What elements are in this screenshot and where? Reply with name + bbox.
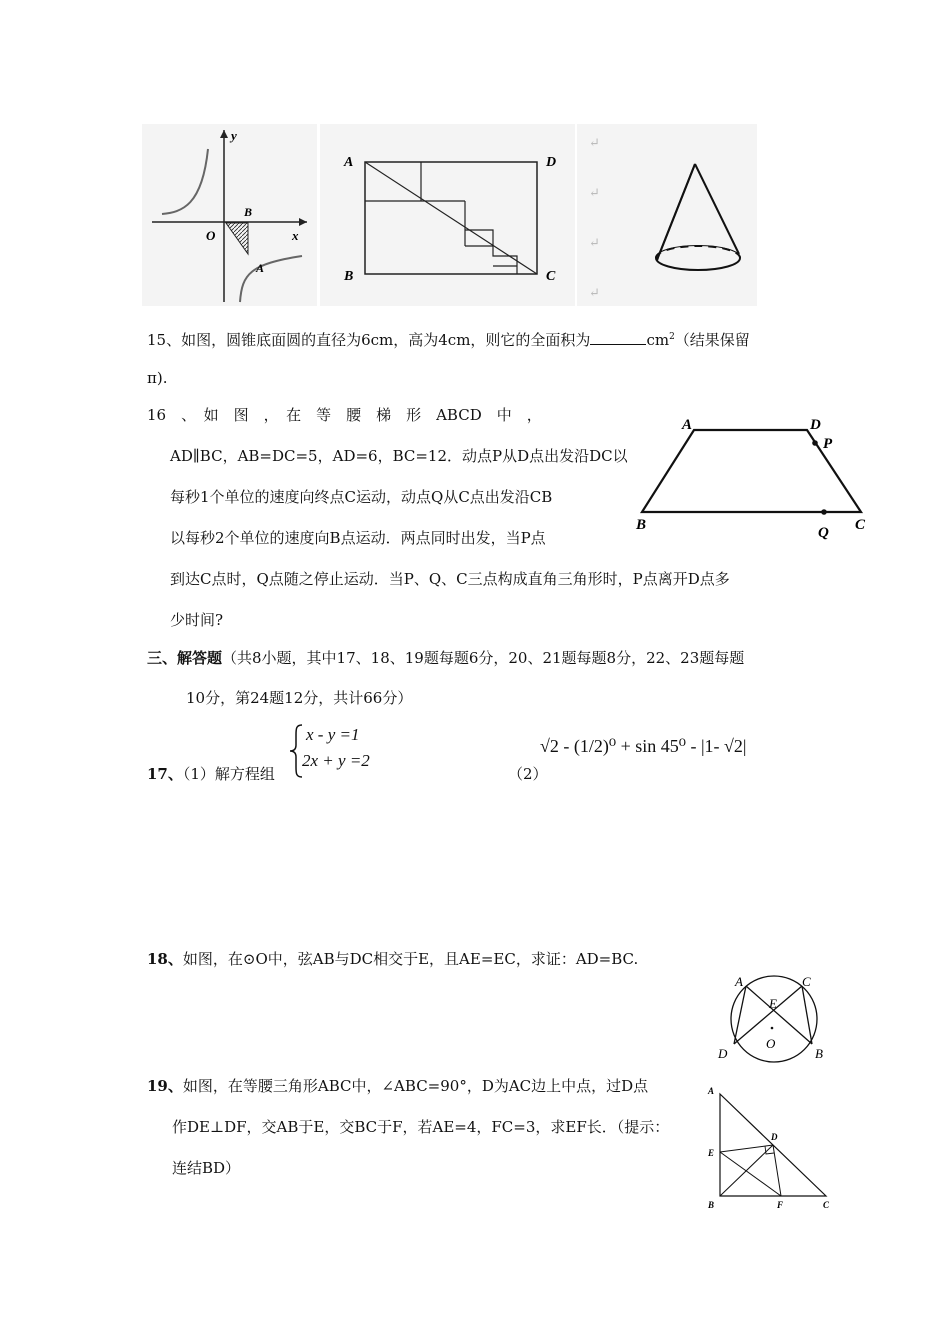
tri-label-e: E: [708, 1148, 715, 1158]
circle-label-b: B: [815, 1046, 823, 1061]
equation-2: 2x + y =2: [302, 751, 370, 770]
q16-line5: 到达C点时，Q点随之停止运动．当P、Q、C三点构成直角三角形时，P点离开D点多: [170, 570, 730, 588]
circle-label-e: E: [769, 996, 777, 1011]
circle-chords-figure: [715, 970, 840, 1065]
graph-label-x: x: [292, 228, 299, 243]
q16-line4: 以每秒2个单位的速度向B点运动．两点同时出发，当P点: [170, 529, 546, 547]
circle-label-o: O: [766, 1036, 776, 1051]
circle-label-c: C: [802, 974, 811, 989]
staircase-rectangle-figure: [320, 124, 575, 306]
circle-label-a: A: [735, 974, 743, 989]
trapezoid-figure: [630, 412, 875, 547]
section-3-desc: （共8小题，其中17、18、19题每题6分，20、21题每题8分，22、23题每题: [222, 649, 745, 667]
graph-label-a: A: [256, 261, 265, 275]
q19-line2: 作DE⊥DF，交AB于E，交BC于F，若AE=4，FC=3，求EF长．（提示：: [172, 1118, 670, 1136]
trap-label-b: B: [636, 517, 647, 533]
tri-label-d: D: [771, 1132, 778, 1142]
equation-system: [288, 723, 398, 779]
q15-text-after: （结果保留: [674, 331, 750, 349]
trap-label-q: Q: [818, 525, 829, 541]
graph-label-b: B: [244, 205, 253, 219]
paragraph-mark: ↵: [589, 286, 600, 301]
q17-part2: （2）: [508, 765, 548, 783]
hyperbola-figure: [142, 124, 317, 306]
section-3-desc2: 10分，第24题12分，共计66分）: [186, 689, 413, 707]
trap-label-a: A: [682, 417, 693, 433]
q19-line3: 连结BD）: [172, 1159, 241, 1177]
rect-label-d: D: [546, 155, 557, 170]
trap-label-p: P: [823, 436, 833, 452]
q15-text: 15、如图，圆锥底面圆的直径为6cm，高为4cm，则它的全面积为: [147, 331, 591, 349]
question-17: [147, 764, 275, 784]
trap-label-d: D: [810, 417, 821, 433]
q18-text: 如图，在⊙O中，弦AB与DC相交于E，且AE=EC，求证：AD=BC.: [182, 950, 639, 968]
circle-label-d: D: [718, 1046, 728, 1061]
q15-line2: π).: [147, 369, 168, 387]
tri-label-b: B: [708, 1200, 715, 1210]
question-15: [147, 327, 750, 350]
rect-label-a: A: [344, 155, 354, 170]
section-3-title: 三、解答题: [147, 649, 223, 667]
paragraph-mark: ↵: [589, 236, 600, 251]
q17-number: 17、: [147, 765, 183, 783]
cone-figure: [577, 124, 757, 306]
q16-line2: AD∥BC，AB=DC=5，AD=6，BC=12．动点P从D点出发沿DC以: [170, 447, 628, 465]
tri-label-a: A: [708, 1086, 715, 1096]
q15-unit: cm: [646, 331, 670, 349]
tri-label-f: F: [777, 1200, 784, 1210]
q18-number: 18、: [147, 950, 183, 968]
q16-line1: 16 、 如 图 ， 在 等 腰 梯 形 ABCD 中 ，: [147, 406, 542, 424]
q19-line1: 如图，在等腰三角形ABC中，∠ABC=90°，D为AC边上中点，过D点: [182, 1077, 649, 1095]
paragraph-mark: ↵: [589, 186, 600, 201]
paragraph-mark: ↵: [589, 136, 600, 151]
q17-expression: √2 - (1/2)⁰ + sin 45⁰ - |1- √2|: [540, 736, 747, 756]
graph-label-y: y: [231, 128, 237, 143]
rect-label-b: B: [344, 269, 354, 284]
answer-blank: [590, 330, 646, 345]
q15-unit-sup: 2: [669, 332, 675, 342]
section-3-header: [147, 648, 744, 668]
right-triangle-figure: [700, 1082, 840, 1212]
q19-number: 19、: [147, 1077, 183, 1095]
q17-part1: （1）解方程组: [182, 765, 275, 783]
equation-1: x - y =1: [306, 725, 360, 744]
tri-label-c: C: [823, 1200, 830, 1210]
q16-line6: 少时间?: [170, 611, 224, 629]
trap-label-c: C: [855, 517, 866, 533]
q16-line3: 每秒1个单位的速度向终点C运动，动点Q从C点出发沿CB: [170, 488, 553, 506]
rect-label-c: C: [546, 269, 556, 284]
question-18: [147, 949, 638, 969]
graph-label-o: O: [206, 228, 216, 243]
question-19: [147, 1076, 648, 1096]
